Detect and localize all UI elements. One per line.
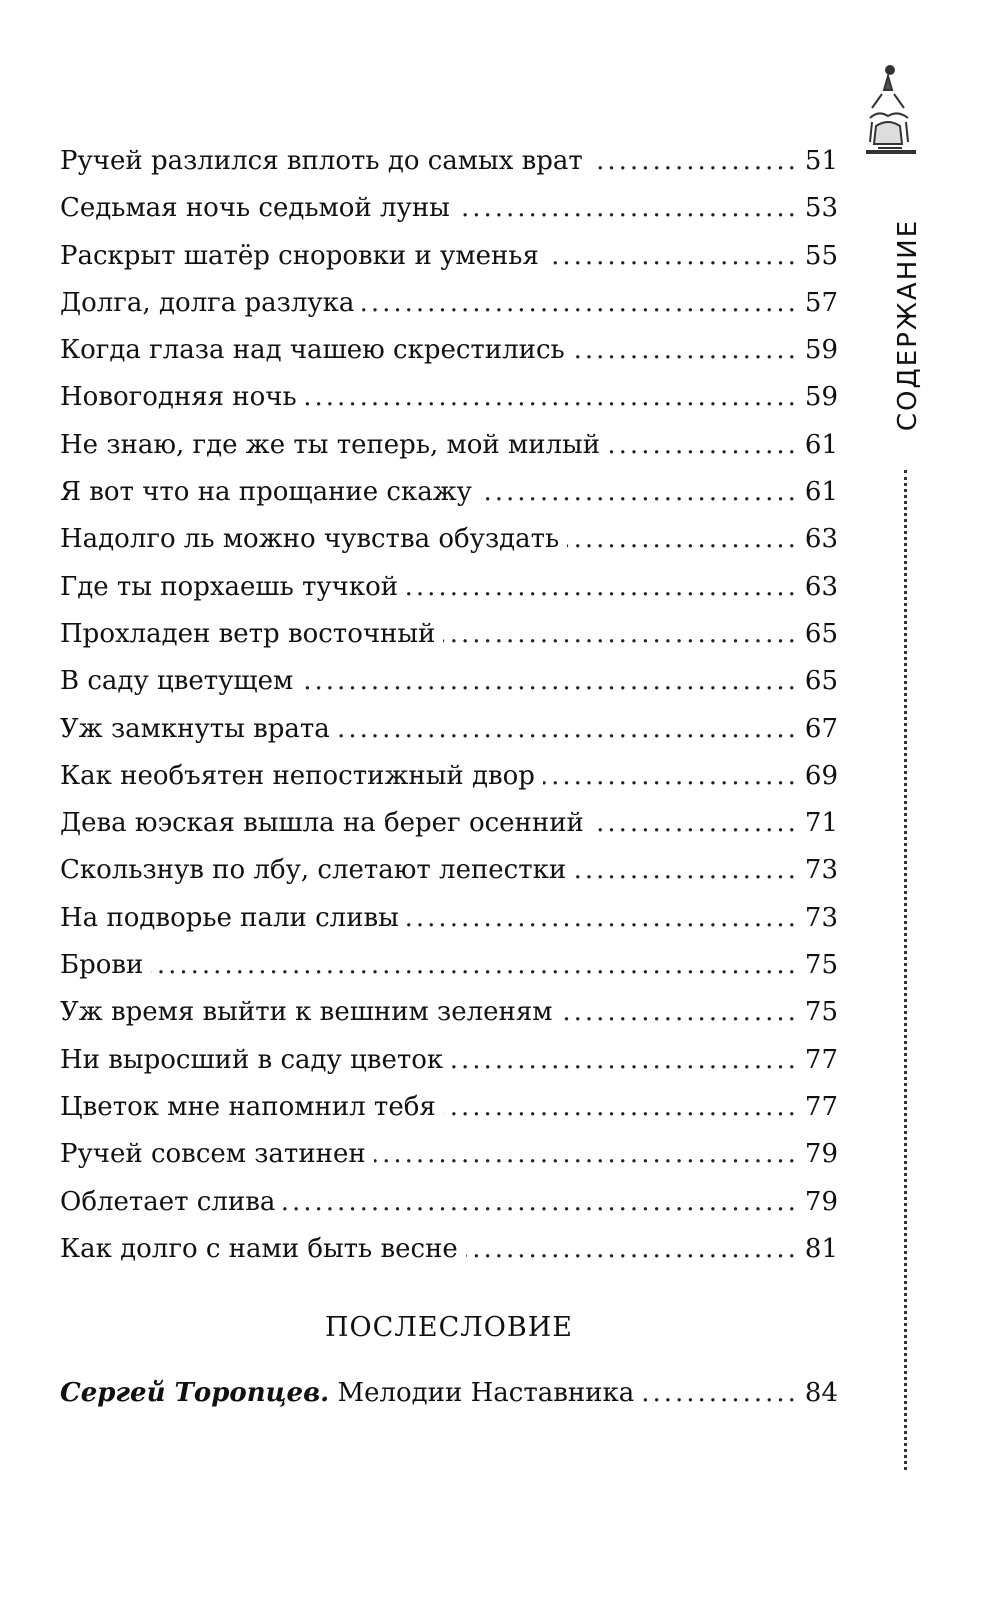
toc-entry[interactable] (60, 706, 838, 753)
toc-entry-page: 77 (804, 1091, 838, 1122)
dot-leader (305, 374, 799, 421)
toc-entry-page: 59 (804, 382, 838, 413)
toc-entry-title: Ни выросший в саду цветок (60, 1044, 444, 1075)
toc-entry-page: 63 (804, 571, 838, 602)
toc-entry-page: 79 (804, 1139, 838, 1170)
toc-entry[interactable] (60, 658, 838, 705)
toc-entry-title: Когда глаза над чашею скрестились (60, 335, 565, 366)
toc-entry-title: Не знаю, где же ты теперь, мой милый (60, 429, 601, 460)
toc-entry-title: На подворье пали сливы (60, 902, 399, 933)
dot-leader (608, 422, 799, 469)
toc-entry[interactable] (60, 374, 838, 421)
toc-entry-title: Надолго ль можно чувства обуздать (60, 524, 560, 555)
toc-entry-page: 75 (804, 997, 838, 1028)
dot-leader (573, 327, 799, 374)
afterword-title-group (60, 1370, 642, 1417)
toc-entry-title: Уж замкнуты врата (60, 713, 330, 744)
toc-entry-title: Где ты порхаешь тучкой (60, 571, 399, 602)
toc-entry[interactable] (60, 1037, 838, 1084)
dot-leader (574, 847, 799, 894)
toc-entry-page: 55 (804, 240, 838, 271)
toc-entry-page: 81 (804, 1233, 838, 1264)
toc-entry-page: 69 (804, 760, 838, 791)
toc-entry-page: 75 (804, 950, 838, 981)
side-label-text: СОДЕРЖАНИЕ (893, 218, 923, 432)
dot-leader (642, 1370, 799, 1417)
toc-entry[interactable] (60, 1179, 838, 1226)
toc-entry-page: 57 (804, 287, 838, 318)
dot-leader (151, 942, 799, 989)
toc-entry-page: 59 (804, 335, 838, 366)
dot-leader (560, 989, 798, 1036)
dot-leader (374, 1131, 799, 1178)
toc-entry-page: 61 (804, 429, 838, 460)
toc-entry-title: Прохладен ветр восточный (60, 618, 436, 649)
dot-leader (592, 800, 799, 847)
toc-entry-title: Седьмая ночь седьмой луны (60, 193, 450, 224)
toc-entry-page: 67 (804, 713, 838, 744)
toc-entry-page: 71 (804, 808, 838, 839)
dot-leader (591, 138, 799, 185)
toc-entry-title: Дева юэская вышла на берег осенний (60, 808, 584, 839)
dot-leader (547, 233, 799, 280)
dot-leader (338, 706, 799, 753)
toc-entry[interactable] (60, 138, 838, 185)
dot-leader (283, 1179, 799, 1226)
dot-leader (458, 185, 799, 232)
toc-entry-page: 73 (804, 902, 838, 933)
toc-entry[interactable] (60, 280, 838, 327)
toc-entry[interactable] (60, 942, 838, 989)
toc-entry[interactable] (60, 564, 838, 611)
dot-leader (407, 895, 799, 942)
toc-entry[interactable] (60, 1226, 838, 1273)
afterword-row (60, 1370, 838, 1417)
toc-entry[interactable] (60, 1131, 838, 1178)
toc-entry-page: 73 (804, 855, 838, 886)
afterword-page: 84 (804, 1378, 838, 1408)
toc-entry-page: 61 (804, 477, 838, 508)
dot-leader (543, 753, 799, 800)
side-section-label (868, 210, 948, 440)
afterword-entry[interactable] (60, 1370, 838, 1417)
toc-entry-page: 77 (804, 1044, 838, 1075)
dot-leader (480, 469, 799, 516)
toc-entry-title: Брови (60, 950, 144, 981)
afterword-author: Сергей Торопцев. (60, 1378, 330, 1408)
toc-entry[interactable] (60, 611, 838, 658)
toc-entry[interactable] (60, 989, 838, 1036)
afterword-title: Мелодии Наставника (337, 1378, 635, 1408)
dot-leader (451, 1037, 799, 1084)
toc-entry-title: Ручей разлился вплоть до самых врат (60, 146, 583, 176)
toc-entry-title: Как долго с нами быть весне (60, 1233, 458, 1264)
dot-leader (406, 564, 799, 611)
toc-entry-page: 51 (804, 146, 838, 176)
dot-leader (301, 658, 799, 705)
toc-entry[interactable] (60, 895, 838, 942)
side-dotted-rule (904, 470, 907, 1470)
toc-entry-title: Как необъятен непостижный двор (60, 760, 535, 791)
toc-entry-title: Уж время выйти к вешним зеленям (60, 997, 553, 1028)
dot-leader (567, 516, 799, 563)
toc-entry-title: Я вот что на прощание скажу (60, 477, 472, 508)
afterword-heading: ПОСЛЕСЛОВИЕ (324, 1312, 573, 1343)
toc-entry[interactable] (60, 1084, 838, 1131)
toc-entry-title: Скользнув по лбу, слетают лепестки (60, 855, 567, 886)
toc-entry[interactable] (60, 469, 838, 516)
toc-entry-title: В саду цветущем (60, 666, 294, 697)
toc-entry-page: 65 (804, 618, 838, 649)
toc-entry-title: Новогодняя ночь (60, 382, 297, 413)
toc-entry-page: 63 (804, 524, 838, 555)
toc-entry[interactable] (60, 847, 838, 894)
toc-entry-title: Раскрыт шатёр сноровки и уменья (60, 240, 539, 271)
dot-leader (443, 611, 799, 658)
toc-entry-page: 53 (804, 193, 838, 224)
toc-entry[interactable] (60, 327, 838, 374)
toc-entry-page: 79 (804, 1186, 838, 1217)
toc-entry[interactable] (60, 185, 838, 232)
toc-entry-title: Облетает слива (60, 1186, 276, 1217)
figure-emblem-icon (858, 60, 920, 164)
table-of-contents (60, 138, 838, 1273)
toc-entry[interactable] (60, 753, 838, 800)
toc-entry-title: Ручей совсем затинен (60, 1139, 366, 1170)
toc-entry[interactable] (60, 800, 838, 847)
toc-entry[interactable] (60, 422, 838, 469)
toc-entry[interactable] (60, 516, 838, 563)
dot-leader (444, 1084, 799, 1131)
dot-leader (362, 280, 798, 327)
toc-entry[interactable] (60, 233, 838, 280)
toc-entry-title: Цветок мне напомнил тебя (60, 1091, 436, 1122)
toc-entry-page: 65 (804, 666, 838, 697)
dot-leader (466, 1226, 799, 1273)
toc-entry-title: Долга, долга разлука (60, 287, 355, 318)
